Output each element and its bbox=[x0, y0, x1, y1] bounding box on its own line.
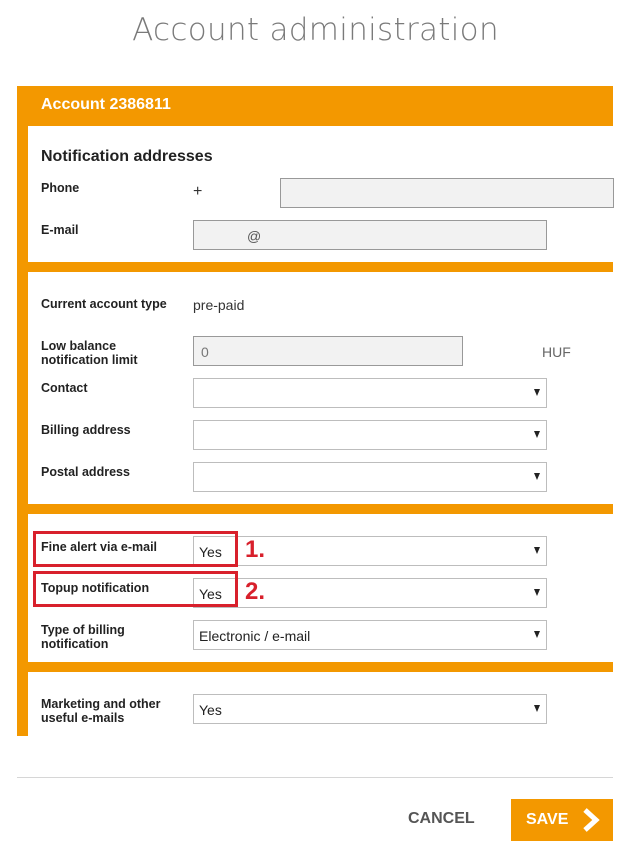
phone-prefix: + bbox=[193, 183, 203, 200]
chevron-down-icon bbox=[534, 431, 540, 438]
account-panel bbox=[17, 86, 613, 736]
save-label: SAVE bbox=[526, 811, 569, 828]
postal-address-label: Postal address bbox=[41, 465, 130, 479]
page-title: Account administration bbox=[132, 12, 499, 48]
low-balance-label-line1: Low balance bbox=[41, 339, 117, 353]
email-input[interactable] bbox=[193, 220, 547, 250]
billing-type-label-line1: Type of billing bbox=[41, 623, 125, 637]
chevron-down-icon bbox=[534, 547, 540, 554]
cancel-button[interactable]: CANCEL bbox=[408, 810, 475, 827]
contact-label: Contact bbox=[41, 381, 88, 395]
chevron-right-icon bbox=[581, 807, 601, 833]
fine-alert-value: Yes bbox=[199, 544, 222, 560]
low-balance-label-line2: notification limit bbox=[41, 353, 138, 367]
section-divider bbox=[28, 662, 613, 672]
account-type-label: Current account type bbox=[41, 297, 167, 311]
phone-input[interactable] bbox=[280, 178, 614, 208]
billing-type-value: Electronic / e-mail bbox=[199, 628, 311, 644]
billing-type-label bbox=[41, 623, 125, 651]
notification-section-title: Notification addresses bbox=[41, 148, 213, 165]
low-balance-label bbox=[41, 339, 138, 367]
low-balance-input[interactable] bbox=[193, 336, 463, 366]
callout-box-fine-alert bbox=[33, 531, 238, 567]
section-divider bbox=[28, 504, 613, 514]
section-divider bbox=[28, 262, 613, 272]
low-balance-value: 0 bbox=[201, 344, 209, 360]
marketing-label-line1: Marketing and other bbox=[41, 697, 161, 711]
topup-label: Topup notification bbox=[41, 581, 150, 595]
chevron-down-icon bbox=[534, 589, 540, 596]
callout-number-2: 2. bbox=[245, 578, 266, 605]
callout-number-1: 1. bbox=[245, 536, 266, 563]
email-value: @ bbox=[247, 228, 262, 244]
account-type-value: pre-paid bbox=[193, 297, 245, 313]
save-button[interactable] bbox=[511, 799, 613, 841]
chevron-down-icon bbox=[534, 631, 540, 638]
chevron-down-icon bbox=[534, 389, 540, 396]
email-label: E-mail bbox=[41, 223, 79, 237]
chevron-down-icon bbox=[534, 705, 540, 712]
account-header: Account 2386811 bbox=[28, 86, 613, 126]
billing-address-select[interactable] bbox=[193, 420, 547, 450]
currency-label: HUF bbox=[542, 344, 571, 360]
marketing-label-line2: useful e-mails bbox=[41, 711, 125, 725]
marketing-select[interactable] bbox=[193, 694, 547, 724]
phone-label: Phone bbox=[41, 181, 80, 195]
postal-address-select[interactable] bbox=[193, 462, 547, 492]
billing-type-select[interactable] bbox=[193, 620, 547, 650]
fine-alert-label: Fine alert via e-mail bbox=[41, 540, 158, 554]
chevron-down-icon bbox=[534, 473, 540, 480]
callout-box-topup bbox=[33, 571, 238, 607]
topup-value: Yes bbox=[199, 586, 222, 602]
billing-address-label: Billing address bbox=[41, 423, 131, 437]
marketing-value: Yes bbox=[199, 702, 222, 718]
contact-select[interactable] bbox=[193, 378, 547, 408]
marketing-label bbox=[41, 697, 160, 725]
footer-divider bbox=[17, 777, 613, 778]
billing-type-label-line2: notification bbox=[41, 637, 109, 651]
